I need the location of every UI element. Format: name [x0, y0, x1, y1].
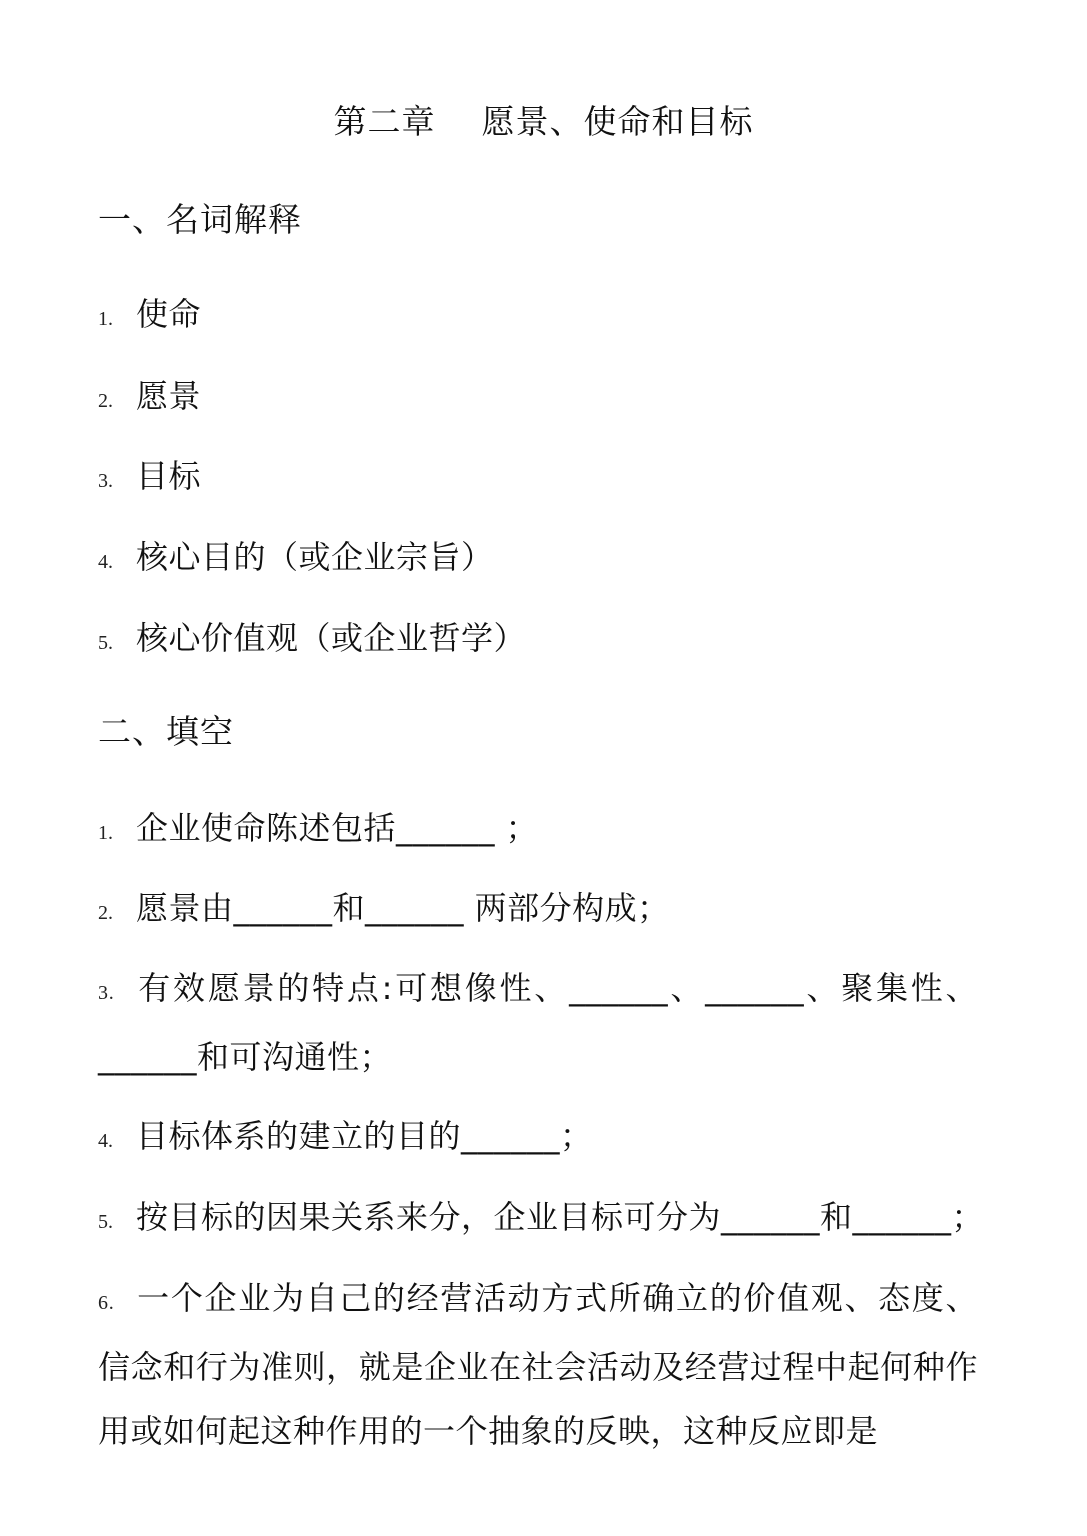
question-item	[98, 886, 978, 935]
item-text: 愿景	[136, 377, 202, 415]
item-text: 目标	[136, 457, 202, 495]
item-number: 5.	[98, 1211, 113, 1233]
item-number: 2.	[98, 390, 113, 412]
item-text: 愿景由______和______ 两部分构成；	[136, 889, 670, 927]
item-text: 企业使命陈述包括______ ；	[136, 809, 539, 847]
item-text: 有效愿景的特点:可想像性、______、______、聚集性、______和可沟通性；	[98, 969, 978, 1076]
item-number: 2.	[98, 902, 113, 924]
item-number: 1.	[98, 308, 113, 330]
item-number: 3.	[98, 982, 115, 1004]
item-number: 5.	[98, 632, 113, 654]
term-item	[98, 292, 978, 341]
question-item-multiline	[98, 956, 978, 1089]
term-item	[98, 616, 978, 665]
item-number: 1.	[98, 822, 113, 844]
item-number: 3.	[98, 470, 113, 492]
term-item	[98, 374, 978, 423]
item-text: 核心目的（或企业宗旨）	[136, 538, 494, 576]
term-item	[98, 535, 978, 584]
item-text: 按目标的因果关系来分，企业目标可分为______和______；	[136, 1198, 985, 1236]
item-number: 4.	[98, 1130, 113, 1152]
question-item-multiline	[98, 1266, 978, 1463]
term-item	[98, 454, 978, 503]
item-number: 6.	[98, 1292, 115, 1314]
question-item	[98, 806, 978, 855]
item-text: 使命	[136, 295, 202, 333]
item-text: 一个企业为自己的经营活动方式所确立的价值观、态度、信念和行为准则，就是企业在社会活动及经营过程中起何种作用或如何起这种作用的一个抽象的反映，这种反应即是	[98, 1279, 978, 1450]
question-item	[98, 1195, 985, 1244]
item-text: 目标体系的建立的目的______；	[136, 1117, 593, 1155]
item-number: 4.	[98, 551, 113, 573]
item-text: 核心价值观（或企业哲学）	[136, 619, 527, 657]
question-item	[98, 1114, 978, 1163]
chapter-title: 第二章 愿景、使命和目标	[333, 102, 754, 141]
section-heading-fill-blanks: 二、填空	[98, 712, 234, 751]
section-heading-terms: 一、名词解释	[98, 200, 302, 239]
